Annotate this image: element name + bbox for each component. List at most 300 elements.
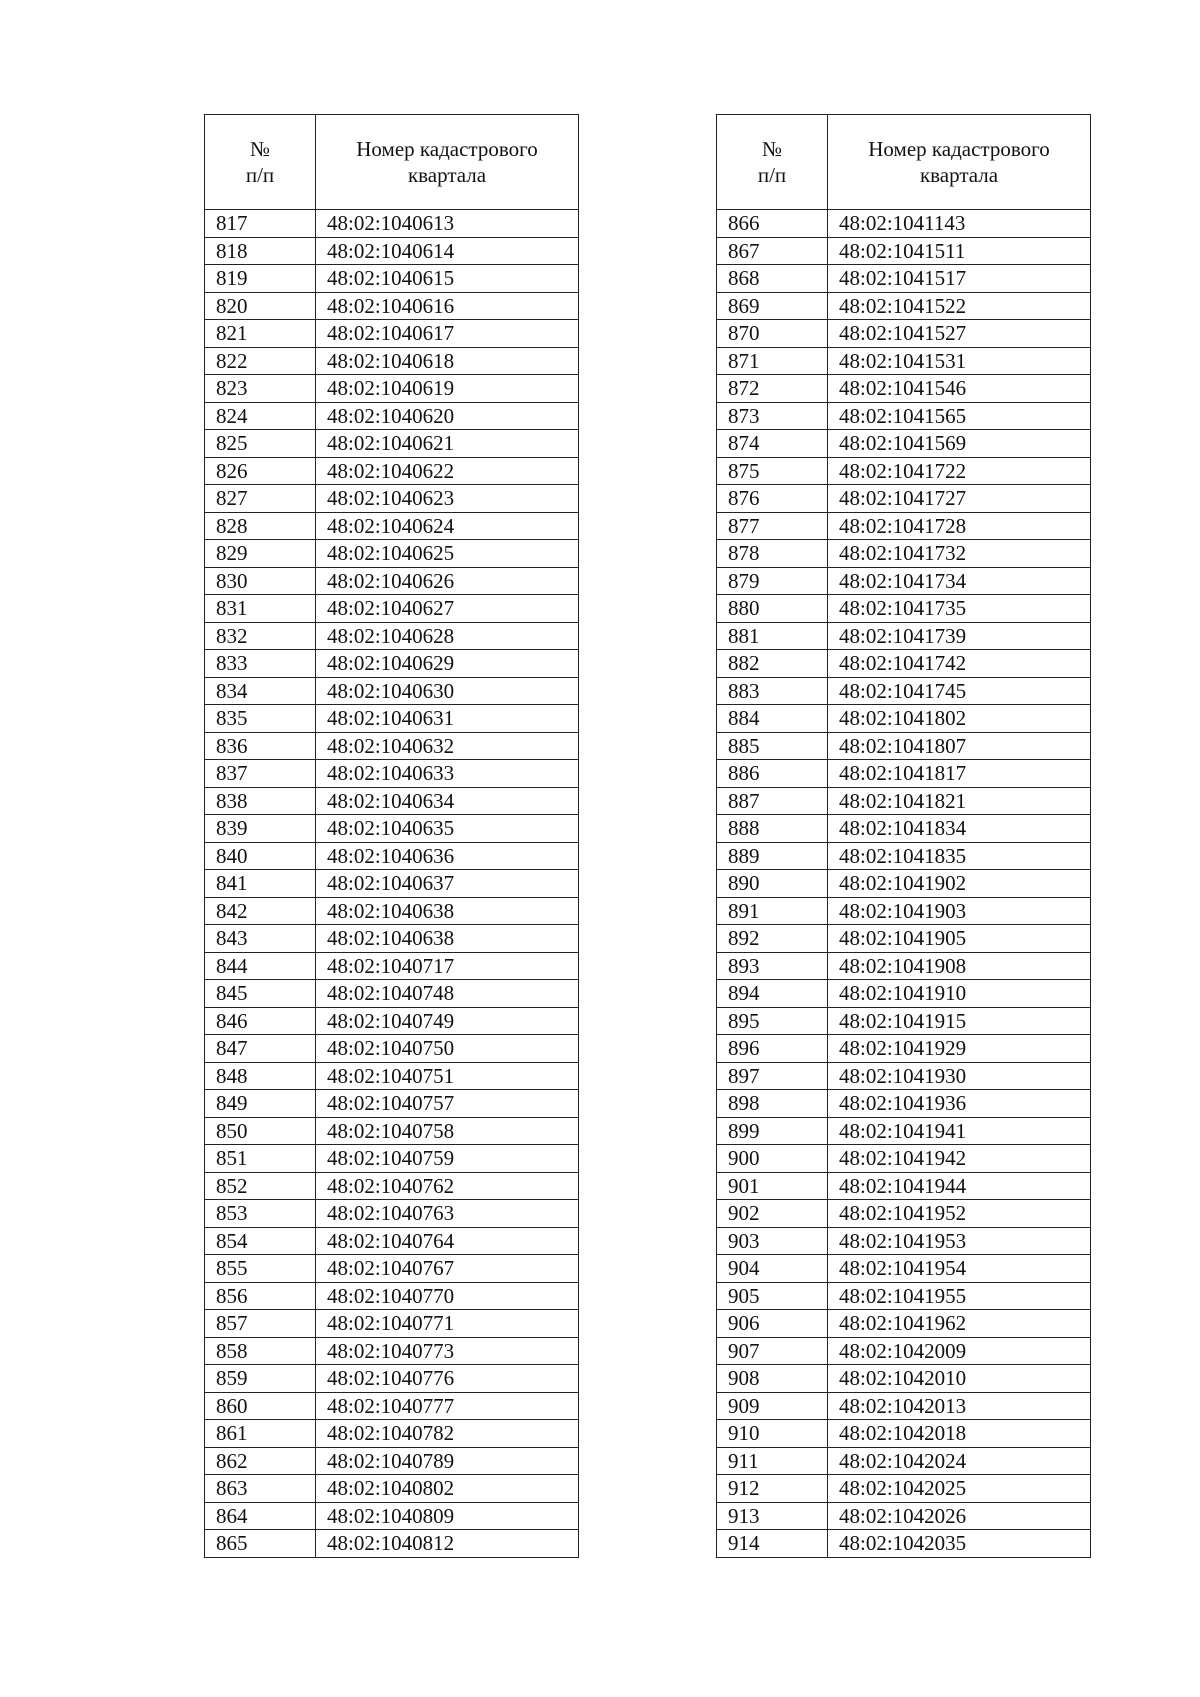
table-row [205,1035,579,1063]
table-row [717,595,1091,623]
cadastral-code-cell: 48:02:1041728 [828,512,1091,540]
header-number-symbol: № [249,137,271,161]
cadastral-code-cell: 48:02:1040629 [316,650,579,678]
row-number-cell: 831 [205,595,316,623]
cadastral-code-cell: 48:02:1041517 [828,265,1091,293]
row-number-cell: 897 [717,1062,828,1090]
row-number-cell: 847 [205,1035,316,1063]
table-row [205,842,579,870]
row-number-cell: 817 [205,210,316,238]
cadastral-code-cell: 48:02:1040638 [316,925,579,953]
row-number-cell: 866 [717,210,828,238]
row-number-cell: 821 [205,320,316,348]
table-row [717,1420,1091,1448]
row-number-cell: 855 [205,1255,316,1283]
cadastral-code-cell: 48:02:1042010 [828,1365,1091,1393]
row-number-cell: 842 [205,897,316,925]
header-code-line1: Номер кадастрового [356,137,538,161]
table-row [717,1530,1091,1558]
table-row [205,485,579,513]
cadastral-code-cell: 48:02:1042009 [828,1337,1091,1365]
table-row [205,1530,579,1558]
cadastral-code-cell: 48:02:1040613 [316,210,579,238]
row-number-cell: 846 [205,1007,316,1035]
table-row [717,292,1091,320]
row-number-cell: 853 [205,1200,316,1228]
cadastral-code-cell: 48:02:1040770 [316,1282,579,1310]
table-row [205,760,579,788]
table-row [205,375,579,403]
table-row [205,1062,579,1090]
cadastral-code-cell: 48:02:1041511 [828,237,1091,265]
row-number-cell: 852 [205,1172,316,1200]
table-row [717,1255,1091,1283]
table-row [717,1502,1091,1530]
table-row [717,1310,1091,1338]
cadastral-code-cell: 48:02:1040619 [316,375,579,403]
row-number-cell: 861 [205,1420,316,1448]
table-row [205,1420,579,1448]
row-number-cell: 881 [717,622,828,650]
row-number-cell: 901 [717,1172,828,1200]
table-row [205,1365,579,1393]
row-number-cell: 898 [717,1090,828,1118]
table-row [205,1200,579,1228]
table-row [205,1007,579,1035]
table-row [205,980,579,1008]
row-number-cell: 857 [205,1310,316,1338]
row-number-cell: 900 [717,1145,828,1173]
table-row [717,485,1091,513]
table-row [717,1062,1091,1090]
table-row [205,705,579,733]
table-row [205,292,579,320]
table-row [717,347,1091,375]
table-row [205,210,579,238]
table-row [717,1365,1091,1393]
cadastral-code-cell: 48:02:1041930 [828,1062,1091,1090]
row-number-cell: 895 [717,1007,828,1035]
cadastral-code-cell: 48:02:1041727 [828,485,1091,513]
cadastral-code-cell: 48:02:1041732 [828,540,1091,568]
cadastral-table-right [716,114,1091,1558]
cadastral-code-cell: 48:02:1040763 [316,1200,579,1228]
cadastral-code-cell: 48:02:1040626 [316,567,579,595]
row-number-cell: 882 [717,650,828,678]
row-number-cell: 894 [717,980,828,1008]
table-row [205,1475,579,1503]
table-row [205,320,579,348]
row-number-cell: 828 [205,512,316,540]
table-row [205,457,579,485]
row-number-cell: 843 [205,925,316,953]
cadastral-code-cell: 48:02:1040633 [316,760,579,788]
cadastral-code-cell: 48:02:1041821 [828,787,1091,815]
row-number-cell: 904 [717,1255,828,1283]
table-row [205,265,579,293]
row-number-cell: 859 [205,1365,316,1393]
row-number-cell: 856 [205,1282,316,1310]
cadastral-code-cell: 48:02:1040624 [316,512,579,540]
cadastral-code-cell: 48:02:1040757 [316,1090,579,1118]
row-number-cell: 872 [717,375,828,403]
table-row [205,1282,579,1310]
row-number-cell: 850 [205,1117,316,1145]
row-number-cell: 836 [205,732,316,760]
row-number-cell: 841 [205,870,316,898]
cadastral-code-cell: 48:02:1041942 [828,1145,1091,1173]
header-number-cell [205,115,316,210]
row-number-cell: 878 [717,540,828,568]
table-row [205,815,579,843]
row-number-cell: 883 [717,677,828,705]
table-row [205,1255,579,1283]
cadastral-code-cell: 48:02:1041905 [828,925,1091,953]
table-body-right [717,210,1091,1558]
header-number-abbrev: п/п [245,163,275,187]
cadastral-code-cell: 48:02:1042026 [828,1502,1091,1530]
row-number-cell: 868 [717,265,828,293]
cadastral-code-cell: 48:02:1040802 [316,1475,579,1503]
cadastral-code-cell: 48:02:1041954 [828,1255,1091,1283]
cadastral-code-cell: 48:02:1040750 [316,1035,579,1063]
header-number-symbol: № [761,137,783,161]
cadastral-code-cell: 48:02:1040634 [316,787,579,815]
cadastral-code-cell: 48:02:1040628 [316,622,579,650]
cadastral-code-cell: 48:02:1042018 [828,1420,1091,1448]
cadastral-code-cell: 48:02:1040809 [316,1502,579,1530]
cadastral-code-cell: 48:02:1041522 [828,292,1091,320]
table-row [717,980,1091,1008]
cadastral-code-cell: 48:02:1041735 [828,595,1091,623]
row-number-cell: 838 [205,787,316,815]
cadastral-code-cell: 48:02:1040762 [316,1172,579,1200]
row-number-cell: 845 [205,980,316,1008]
row-number-cell: 887 [717,787,828,815]
table-row [717,677,1091,705]
table-row [717,842,1091,870]
table-row [205,925,579,953]
table-row [205,347,579,375]
row-number-cell: 864 [205,1502,316,1530]
table-row [205,1502,579,1530]
table-row [717,1337,1091,1365]
table-row [205,1227,579,1255]
table-row [717,1117,1091,1145]
row-number-cell: 908 [717,1365,828,1393]
cadastral-code-cell: 48:02:1040636 [316,842,579,870]
table-row [717,1475,1091,1503]
cadastral-code-cell: 48:02:1040759 [316,1145,579,1173]
header-code-cell [828,115,1091,210]
row-number-cell: 871 [717,347,828,375]
cadastral-code-cell: 48:02:1041565 [828,402,1091,430]
row-number-cell: 880 [717,595,828,623]
cadastral-code-cell: 48:02:1040782 [316,1420,579,1448]
table-row [205,1172,579,1200]
row-number-cell: 826 [205,457,316,485]
cadastral-code-cell: 48:02:1041936 [828,1090,1091,1118]
table-header-row [205,115,579,210]
cadastral-code-cell: 48:02:1041929 [828,1035,1091,1063]
row-number-cell: 890 [717,870,828,898]
row-number-cell: 825 [205,430,316,458]
cadastral-code-cell: 48:02:1040617 [316,320,579,348]
row-number-cell: 888 [717,815,828,843]
table-row [205,787,579,815]
cadastral-code-cell: 48:02:1040627 [316,595,579,623]
row-number-cell: 874 [717,430,828,458]
cadastral-code-cell: 48:02:1040767 [316,1255,579,1283]
table-row [717,457,1091,485]
cadastral-code-cell: 48:02:1040749 [316,1007,579,1035]
row-number-cell: 834 [205,677,316,705]
row-number-cell: 833 [205,650,316,678]
table-row [205,402,579,430]
row-number-cell: 820 [205,292,316,320]
table-row [717,540,1091,568]
table-row [205,952,579,980]
row-number-cell: 869 [717,292,828,320]
row-number-cell: 870 [717,320,828,348]
table-row [717,402,1091,430]
row-number-cell: 851 [205,1145,316,1173]
cadastral-code-cell: 48:02:1040812 [316,1530,579,1558]
table-row [717,925,1091,953]
table-row [717,1090,1091,1118]
row-number-cell: 876 [717,485,828,513]
cadastral-code-cell: 48:02:1040789 [316,1447,579,1475]
table-row [205,870,579,898]
cadastral-code-cell: 48:02:1041903 [828,897,1091,925]
row-number-cell: 830 [205,567,316,595]
row-number-cell: 863 [205,1475,316,1503]
cadastral-code-cell: 48:02:1041952 [828,1200,1091,1228]
cadastral-code-cell: 48:02:1040771 [316,1310,579,1338]
row-number-cell: 909 [717,1392,828,1420]
table-row [205,1117,579,1145]
table-row [205,595,579,623]
row-number-cell: 875 [717,457,828,485]
table-row [205,540,579,568]
row-number-cell: 889 [717,842,828,870]
table-row [717,237,1091,265]
cadastral-code-cell: 48:02:1041915 [828,1007,1091,1035]
cadastral-code-cell: 48:02:1041569 [828,430,1091,458]
table-row [717,650,1091,678]
table-row [717,210,1091,238]
row-number-cell: 886 [717,760,828,788]
table-row [717,265,1091,293]
cadastral-code-cell: 48:02:1041941 [828,1117,1091,1145]
cadastral-code-cell: 48:02:1040625 [316,540,579,568]
cadastral-code-cell: 48:02:1040616 [316,292,579,320]
table-row [205,1090,579,1118]
table-row [717,897,1091,925]
row-number-cell: 896 [717,1035,828,1063]
row-number-cell: 907 [717,1337,828,1365]
cadastral-code-cell: 48:02:1040618 [316,347,579,375]
row-number-cell: 824 [205,402,316,430]
cadastral-code-cell: 48:02:1040631 [316,705,579,733]
table-row [717,1200,1091,1228]
table-row [717,320,1091,348]
cadastral-code-cell: 48:02:1041527 [828,320,1091,348]
table-row [205,897,579,925]
table-row [205,1145,579,1173]
table-row [205,1447,579,1475]
table-row [717,1447,1091,1475]
cadastral-code-cell: 48:02:1040620 [316,402,579,430]
row-number-cell: 913 [717,1502,828,1530]
header-number-cell [717,115,828,210]
header-code-line2: квартала [919,163,999,187]
cadastral-code-cell: 48:02:1041835 [828,842,1091,870]
header-code-cell [316,115,579,210]
row-number-cell: 885 [717,732,828,760]
table-row [717,1035,1091,1063]
row-number-cell: 839 [205,815,316,843]
cadastral-code-cell: 48:02:1040622 [316,457,579,485]
cadastral-code-cell: 48:02:1040637 [316,870,579,898]
cadastral-code-cell: 48:02:1042025 [828,1475,1091,1503]
cadastral-code-cell: 48:02:1041802 [828,705,1091,733]
row-number-cell: 835 [205,705,316,733]
table-row [205,512,579,540]
row-number-cell: 827 [205,485,316,513]
cadastral-code-cell: 48:02:1041953 [828,1227,1091,1255]
table-body-left [205,210,579,1558]
cadastral-code-cell: 48:02:1041807 [828,732,1091,760]
table-row [205,1392,579,1420]
cadastral-code-cell: 48:02:1041745 [828,677,1091,705]
row-number-cell: 829 [205,540,316,568]
cadastral-code-cell: 48:02:1040632 [316,732,579,760]
cadastral-code-cell: 48:02:1040777 [316,1392,579,1420]
cadastral-code-cell: 48:02:1040615 [316,265,579,293]
row-number-cell: 906 [717,1310,828,1338]
cadastral-code-cell: 48:02:1041531 [828,347,1091,375]
row-number-cell: 877 [717,512,828,540]
table-row [205,430,579,458]
cadastral-code-cell: 48:02:1040776 [316,1365,579,1393]
header-number-abbrev: п/п [757,163,787,187]
table-row [717,1227,1091,1255]
cadastral-code-cell: 48:02:1041910 [828,980,1091,1008]
table-row [717,375,1091,403]
cadastral-table-left [204,114,579,1558]
table-row [717,787,1091,815]
cadastral-code-cell: 48:02:1041722 [828,457,1091,485]
cadastral-code-cell: 48:02:1041944 [828,1172,1091,1200]
cadastral-code-cell: 48:02:1040614 [316,237,579,265]
cadastral-code-cell: 48:02:1040621 [316,430,579,458]
row-number-cell: 854 [205,1227,316,1255]
table-row [205,650,579,678]
table-row [205,677,579,705]
row-number-cell: 892 [717,925,828,953]
row-number-cell: 818 [205,237,316,265]
row-number-cell: 823 [205,375,316,403]
table-row [717,430,1091,458]
cadastral-code-cell: 48:02:1041734 [828,567,1091,595]
header-code-line2: квартала [407,163,487,187]
cadastral-code-cell: 48:02:1041955 [828,1282,1091,1310]
row-number-cell: 867 [717,237,828,265]
cadastral-code-cell: 48:02:1042024 [828,1447,1091,1475]
row-number-cell: 912 [717,1475,828,1503]
row-number-cell: 858 [205,1337,316,1365]
row-number-cell: 844 [205,952,316,980]
table-row [205,1310,579,1338]
row-number-cell: 848 [205,1062,316,1090]
table-row [717,732,1091,760]
row-number-cell: 860 [205,1392,316,1420]
table-row [717,567,1091,595]
row-number-cell: 862 [205,1447,316,1475]
table-row [717,1007,1091,1035]
table-row [717,622,1091,650]
row-number-cell: 903 [717,1227,828,1255]
table-row [205,622,579,650]
table-row [717,1145,1091,1173]
row-number-cell: 865 [205,1530,316,1558]
table-row [717,1392,1091,1420]
table-row [717,952,1091,980]
row-number-cell: 819 [205,265,316,293]
table-row [205,237,579,265]
cadastral-code-cell: 48:02:1041143 [828,210,1091,238]
cadastral-code-cell: 48:02:1040638 [316,897,579,925]
cadastral-code-cell: 48:02:1040717 [316,952,579,980]
row-number-cell: 899 [717,1117,828,1145]
table-row [717,815,1091,843]
cadastral-code-cell: 48:02:1040751 [316,1062,579,1090]
row-number-cell: 879 [717,567,828,595]
row-number-cell: 884 [717,705,828,733]
row-number-cell: 902 [717,1200,828,1228]
cadastral-code-cell: 48:02:1042035 [828,1530,1091,1558]
cadastral-code-cell: 48:02:1041902 [828,870,1091,898]
table-row [717,1172,1091,1200]
cadastral-code-cell: 48:02:1041546 [828,375,1091,403]
row-number-cell: 832 [205,622,316,650]
cadastral-code-cell: 48:02:1040630 [316,677,579,705]
table-row [717,870,1091,898]
row-number-cell: 873 [717,402,828,430]
cadastral-code-cell: 48:02:1040748 [316,980,579,1008]
cadastral-code-cell: 48:02:1040764 [316,1227,579,1255]
table-row [205,1337,579,1365]
cadastral-code-cell: 48:02:1041742 [828,650,1091,678]
cadastral-code-cell: 48:02:1040773 [316,1337,579,1365]
row-number-cell: 822 [205,347,316,375]
table-row [205,567,579,595]
table-row [717,512,1091,540]
row-number-cell: 891 [717,897,828,925]
row-number-cell: 849 [205,1090,316,1118]
row-number-cell: 905 [717,1282,828,1310]
header-code-line1: Номер кадастрового [868,137,1050,161]
table-row [717,1282,1091,1310]
cadastral-code-cell: 48:02:1040635 [316,815,579,843]
cadastral-code-cell: 48:02:1040623 [316,485,579,513]
table-row [717,760,1091,788]
row-number-cell: 893 [717,952,828,980]
table-header-row [717,115,1091,210]
table-row [717,705,1091,733]
cadastral-code-cell: 48:02:1042013 [828,1392,1091,1420]
